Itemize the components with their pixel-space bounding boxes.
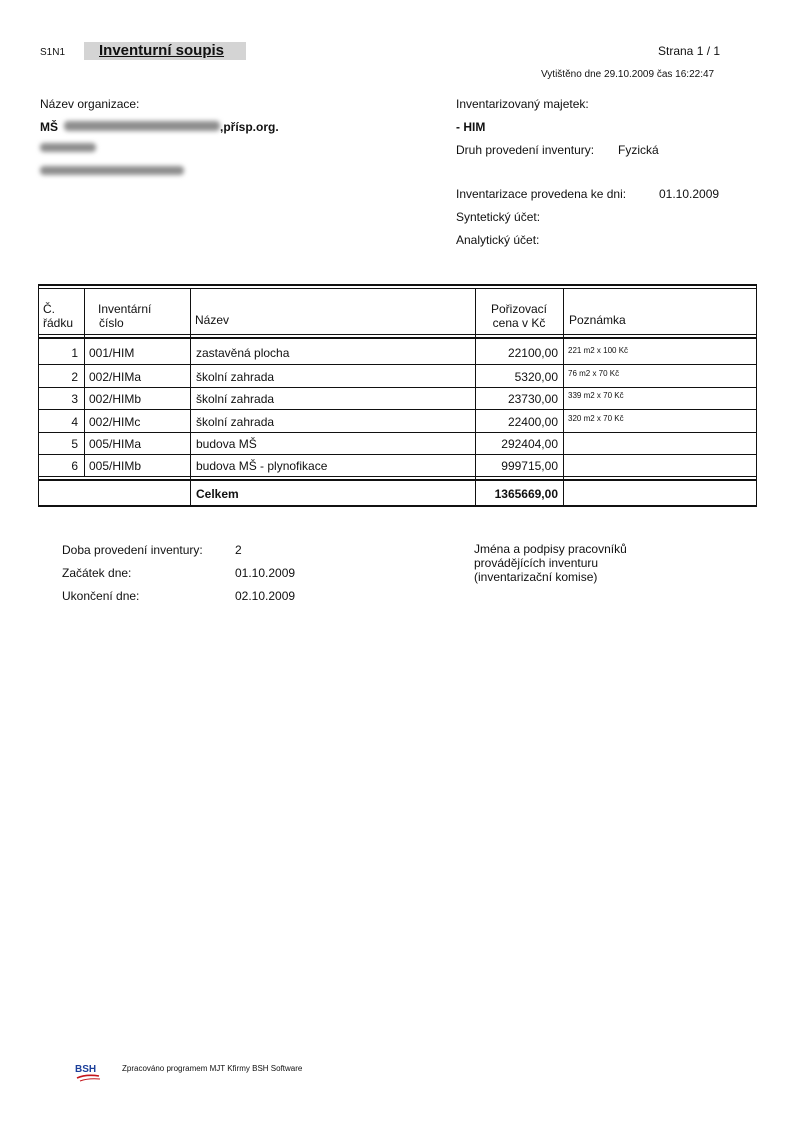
- table-left-border: [38, 284, 39, 507]
- signatures-line2: provádějících inventuru: [474, 556, 599, 570]
- item-note: 320 m2 x 70 Kč: [568, 414, 624, 423]
- page-title: Inventurní soupis: [99, 42, 225, 59]
- end-date-label: Ukončení dne:: [62, 589, 140, 603]
- duration-value: 2: [235, 543, 242, 557]
- rows-bottom-rule: [38, 476, 757, 477]
- header-note: Poznámka: [569, 313, 626, 327]
- header-bottom-rule-thick: [38, 337, 757, 339]
- item-name: zastavěná plocha: [196, 346, 290, 360]
- inventory-type-label: Druh provedení inventury:: [456, 143, 595, 157]
- signatures-line1: Jména a podpisy pracovníků: [474, 542, 627, 556]
- start-date-value: 01.10.2009: [235, 566, 296, 580]
- bsh-logo: [74, 1061, 104, 1086]
- table-top-rule: [38, 284, 757, 286]
- inventory-number: 002/HIMb: [89, 392, 142, 406]
- item-name: budova MŠ: [196, 437, 257, 451]
- total-value: 1365669,00: [494, 487, 558, 501]
- column-divider: [563, 288, 564, 507]
- inventory-number: 005/HIMb: [89, 459, 142, 473]
- row-number: 2: [71, 370, 78, 384]
- duration-label: Doba provedení inventury:: [62, 543, 203, 557]
- redacted-address-line-2: [40, 166, 184, 175]
- inventory-type-value: Fyzická: [618, 143, 659, 157]
- header-row-no: [43, 302, 73, 330]
- row-number: 1: [71, 346, 78, 360]
- inventory-date-value: 01.10.2009: [659, 187, 720, 201]
- header-inventory-line2: číslo: [99, 316, 124, 330]
- item-name: školní zahrada: [196, 415, 275, 429]
- row-divider: [38, 364, 757, 365]
- inventory-number: 002/HIMa: [89, 370, 142, 384]
- report-code: S1N1: [40, 47, 66, 58]
- header-name: Název: [195, 313, 230, 327]
- row-divider: [38, 432, 757, 433]
- row-number: 6: [71, 459, 78, 473]
- row-divider: [38, 454, 757, 455]
- header-row-no-line1: Č.: [43, 302, 55, 316]
- total-top-rule: [38, 479, 757, 481]
- item-note: 221 m2 x 100 Kč: [568, 346, 629, 355]
- header-price-line2: cena v Kč: [492, 316, 546, 330]
- inventory-number: 001/HIM: [89, 346, 135, 360]
- org-name-suffix: ,přísp.org.: [220, 120, 279, 134]
- column-divider: [84, 288, 85, 477]
- column-divider: [190, 288, 191, 507]
- header-price: [480, 302, 558, 330]
- row-number: 5: [71, 437, 78, 451]
- org-name-prefix: MŠ: [40, 120, 58, 134]
- redacted-address-line-1: [40, 143, 96, 152]
- total-label: Celkem: [196, 487, 239, 501]
- item-note: 76 m2 x 70 Kč: [568, 369, 620, 378]
- table-bottom-rule: [38, 505, 757, 507]
- row-number: 3: [71, 392, 78, 406]
- item-name: školní zahrada: [196, 392, 275, 406]
- item-price: 22400,00: [507, 415, 558, 429]
- row-number: 4: [71, 415, 78, 429]
- org-label: Název organizace:: [40, 97, 140, 111]
- item-price: 999715,00: [501, 459, 558, 473]
- table-top-rule-inner: [38, 288, 757, 289]
- header-price-line1: Pořizovací: [490, 302, 548, 316]
- header-bottom-rule: [38, 334, 757, 335]
- bsh-logo-icon: [74, 1061, 104, 1083]
- inventory-number: 005/HIMa: [89, 437, 142, 451]
- header-row-no-line2: řádku: [43, 316, 74, 330]
- end-date-value: 02.10.2009: [235, 589, 296, 603]
- row-divider: [38, 387, 757, 388]
- inventory-number: 002/HIMc: [89, 415, 141, 429]
- item-name: budova MŠ - plynofikace: [196, 459, 328, 473]
- inventory-date-label: Inventarizace provedena ke dni:: [456, 187, 627, 201]
- table-right-border: [756, 284, 757, 507]
- bsh-logo-text: BSH: [75, 1064, 97, 1075]
- item-name: školní zahrada: [196, 370, 275, 384]
- page-number: Strana 1 / 1: [658, 44, 721, 58]
- column-divider: [475, 288, 476, 507]
- start-date-label: Začátek dne:: [62, 566, 132, 580]
- header-inventory-line1: Inventární: [98, 302, 152, 316]
- item-price: 5320,00: [514, 370, 558, 384]
- row-divider: [38, 409, 757, 410]
- item-price: 23730,00: [507, 392, 558, 406]
- signatures-note: [474, 542, 627, 584]
- item-price: 22100,00: [507, 346, 558, 360]
- item-price: 292404,00: [501, 437, 558, 451]
- signatures-line3: (inventarizační komise): [474, 570, 598, 584]
- synthetic-account-label: Syntetický účet:: [456, 210, 541, 224]
- footer-text: Zpracováno programem MJT Kfirmy BSH Software: [122, 1064, 303, 1073]
- header-inventory-number: [98, 302, 151, 330]
- redacted-org-name: [64, 121, 220, 131]
- item-note: 339 m2 x 70 Kč: [568, 391, 624, 400]
- asset-value: - HIM: [456, 120, 486, 134]
- analytic-account-label: Analytický účet:: [456, 233, 540, 247]
- asset-label: Inventarizovaný majetek:: [456, 97, 589, 111]
- printed-timestamp: Vytištěno dne 29.10.2009 čas 16:22:47: [541, 69, 715, 80]
